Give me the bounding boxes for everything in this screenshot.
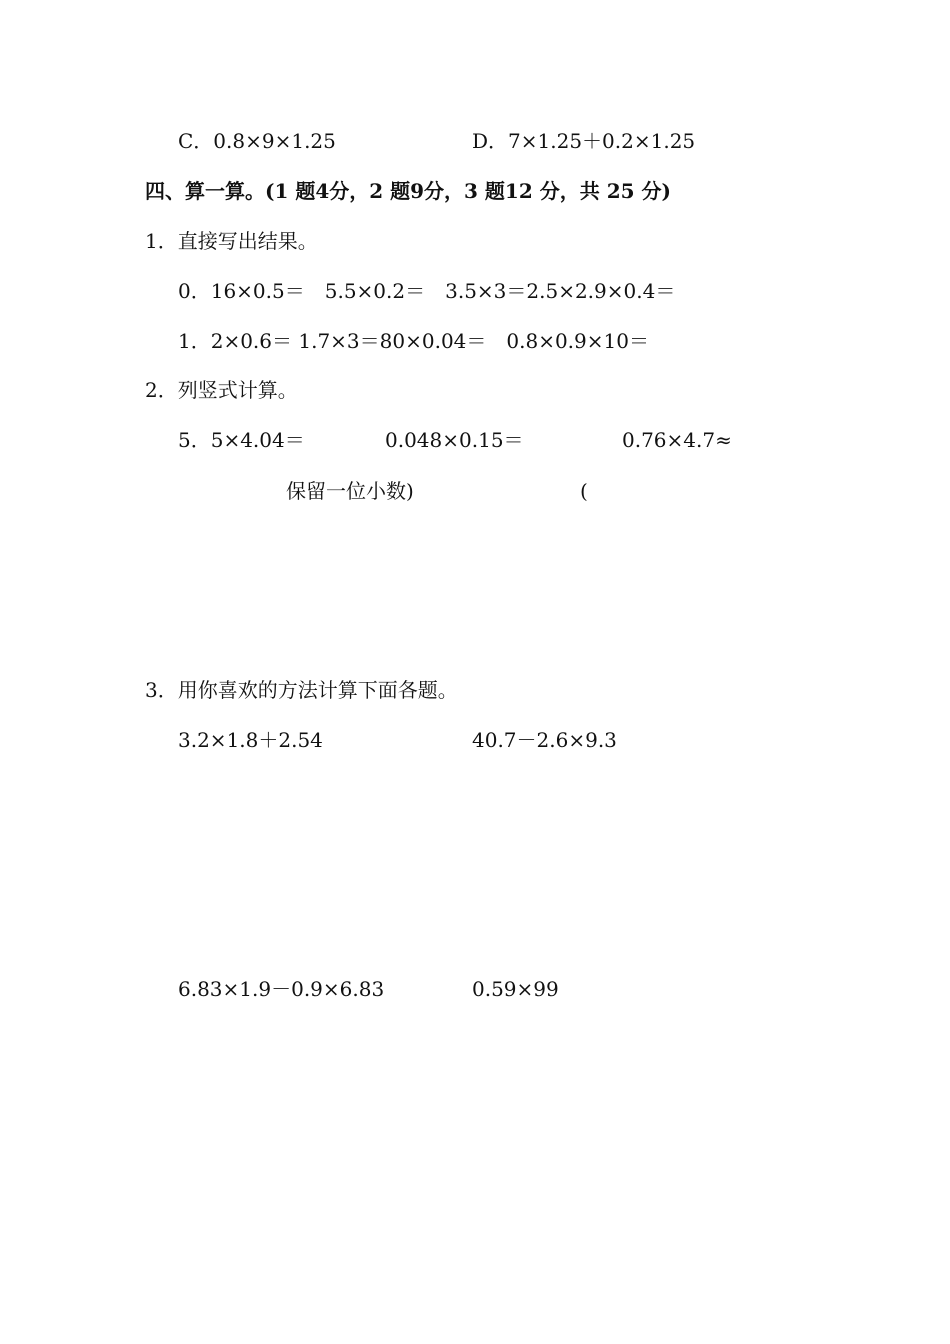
choice-c: C．0.8×9×1.25 [178,129,336,153]
choice-d: D．7×1.25＋0.2×1.25 [472,129,696,153]
question-2-item-1: 5．5×4.04＝ [178,428,305,452]
question-2-title: 2．列竖式计算。 [145,378,298,402]
question-3-title: 3．用你喜欢的方法计算下面各题。 [145,678,458,702]
question-2-rounding-note: 保留一位小数) [286,479,414,503]
section-heading: 四、算一算。(1 题4分，2 题9分，3 题12 分，共 25 分) [145,179,671,203]
question-2-item-3: 0.76×4.7≈ [622,428,732,452]
question-1-title: 1．直接写出结果。 [145,229,318,253]
question-1-row-1: 0．16×0.5＝ 5.5×0.2＝ 3.5×3＝2.5×2.9×0.4＝ [178,279,676,303]
question-3-item-2: 40.7－2.6×9.3 [472,728,617,752]
question-1-row-2: 1．2×0.6＝ 1.7×3＝80×0.04＝ 0.8×0.9×10＝ [178,329,649,353]
question-3-item-4: 0.59×99 [472,977,559,1001]
question-3-item-1: 3.2×1.8＋2.54 [178,728,323,752]
question-2-item-2: 0.048×0.15＝ [385,428,524,452]
question-3-item-3: 6.83×1.9－0.9×6.83 [178,977,385,1001]
question-2-open-paren: ( [580,479,588,503]
